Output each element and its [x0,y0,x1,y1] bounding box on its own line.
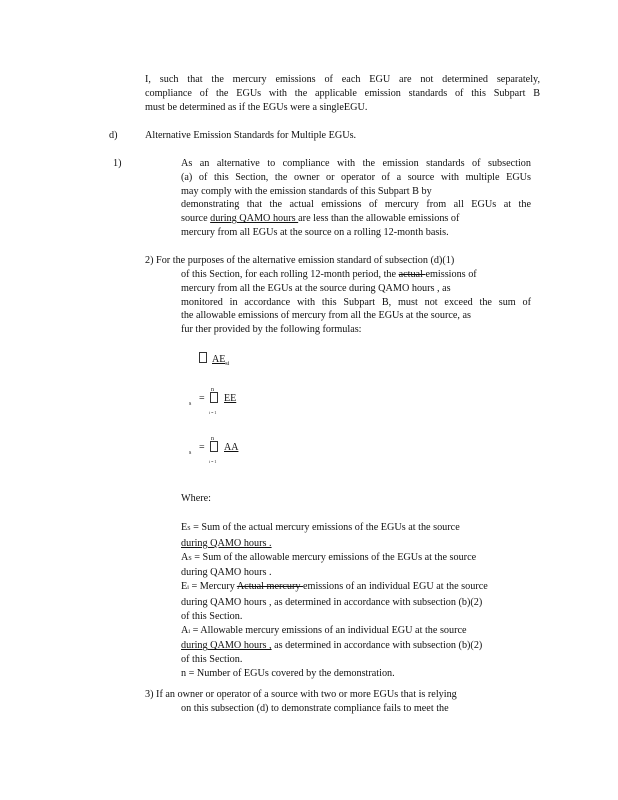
item-2-text: of this Section, for each rolling 12-month period, the [181,269,399,280]
formula-1 [199,352,229,369]
item-1-line-5 [181,212,531,226]
item-3-line-2: on this subsection (d) to demonstrate compliance fails to meet the [181,703,449,714]
item-2-line: fur ther provided by the following formulas: [181,324,362,336]
item-2-line: monitored in accordance with this Subpart B, must not exceed the sum of [181,296,531,308]
item-2-body [181,268,531,337]
intro-line-3: must be determined as if the EGUs were a singleEGU. [145,101,368,113]
formula-3 [187,433,247,463]
intro-line-2: compliance of the EGUs with the applicable emission standards of this Subpart B [145,87,540,99]
summation-glyph-box [210,392,218,403]
symbol: A [181,624,189,636]
definition-as [181,551,537,567]
definition-n: n = Number of EGUs covered by the demonstration. [181,667,395,679]
underlined-text: during QAMO hours [210,213,299,225]
intro-paragraph [145,73,540,114]
item-1-label: 1) [113,158,122,169]
definition-text: emissions of an individual EGU at the source [303,581,488,593]
definition-es-line-2 [181,537,537,551]
item-2-first-line [145,254,531,268]
symbol-subscript: S [187,526,191,532]
definition-text: = Mercury [188,581,237,593]
formula-2-equals: = [199,393,205,404]
formula-2-lhs-subscript: s [189,401,192,407]
definition-as-line-2: during QAMO hours . [181,567,272,579]
item-1-line: mercury from all EGUs at the source on a rolling 12-month basis. [181,226,449,238]
formula-2-term: EE [224,393,237,404]
formula-1-subscript: si [225,361,230,367]
symbol-subscript: i [187,585,189,592]
formula-3-lower-limit: i = 1 [209,459,217,464]
item-3-first-line [145,688,531,702]
item-2-line: mercury from all the EGUs at the source during QAMO hours , as [181,282,451,294]
definition-ai-line-2 [181,639,537,653]
symbol: E [181,522,188,533]
symbol-subscript: i [188,628,191,635]
item-3-label: 3) [145,689,154,700]
definition-text: = Sum of the allowable mercury emissions of the EGUs at the source [191,551,477,563]
item-3-text: If an owner or operator of a source with two or more EGUs that is relying [156,689,457,700]
missing-glyph-box [199,352,207,363]
item-1-line: As an alternative to compliance with the emission standards of subsection [181,158,531,169]
definition-ei-line-2: during QAMO hours , as determined in accordance with subsection (b)(2) [181,596,483,608]
definition-ei [181,580,537,596]
item-1-line: may comply with the emission standards of this Subpart B by [181,185,432,197]
struck-text: Actual mercury [236,581,304,593]
formula-3-upper-limit: n [211,436,214,442]
item-2-line-2 [181,268,531,282]
item-1-line: (a) of this Section, the owner or operator of a source with multiple EGUs [181,171,531,183]
definition-ai-line-3: of this Section. [181,654,243,666]
symbol: E [181,581,188,593]
formula-3-lhs-subscript: s [189,450,192,456]
formula-3-equals: = [199,442,205,453]
section-d-label: d) [109,130,118,141]
item-2-label: 2) [145,255,154,266]
symbol: A [181,551,189,563]
symbol-subscript: S [188,555,192,562]
where-label: Where: [181,493,211,504]
section-d-heading: Alternative Emission Standards for Multiple EGUs. [145,130,357,141]
definitions [181,521,537,681]
struck-text: actual [398,269,426,280]
definition-ei-line-3: of this Section. [181,610,243,622]
underlined-text: during QAMO hours . [181,537,272,549]
formula-1-term: AE [212,354,226,365]
definition-text: as determined in accordance with subsection (b)(2) [271,640,483,652]
underlined-text: during QAMO hours , [181,640,272,652]
summation-glyph-box [210,441,218,452]
item-1-line: demonstrating that the actual emissions of mercury from all EGUs at the [181,199,531,211]
item-2-line: the allowable emissions of mercury from all the EGUs at the source, as [181,310,471,322]
formula-2 [187,384,247,414]
item-1-text: source [181,213,211,225]
definition-ai [181,624,537,640]
item-2-text: emissions of [425,269,477,280]
formula-2-upper-limit: n [211,387,214,393]
item-1-text: are less than the allowable emissions of [298,213,460,225]
formula-2-lower-limit: i = 1 [209,410,217,415]
item-1-body [181,157,531,240]
definition-text: = Allowable mercury emissions of an individual EGU at the source [190,624,467,636]
formula-3-term: AA [224,442,239,453]
definition-text: = Sum of the actual mercury emissions of the EGUs at the source [190,522,460,533]
item-2-text: For the purposes of the alternative emission standard of subsection (d)(1) [156,255,455,266]
definition-es [181,521,537,537]
intro-line-1: I, such that the mercury emissions of each EGU are not determined separately, [145,74,540,85]
